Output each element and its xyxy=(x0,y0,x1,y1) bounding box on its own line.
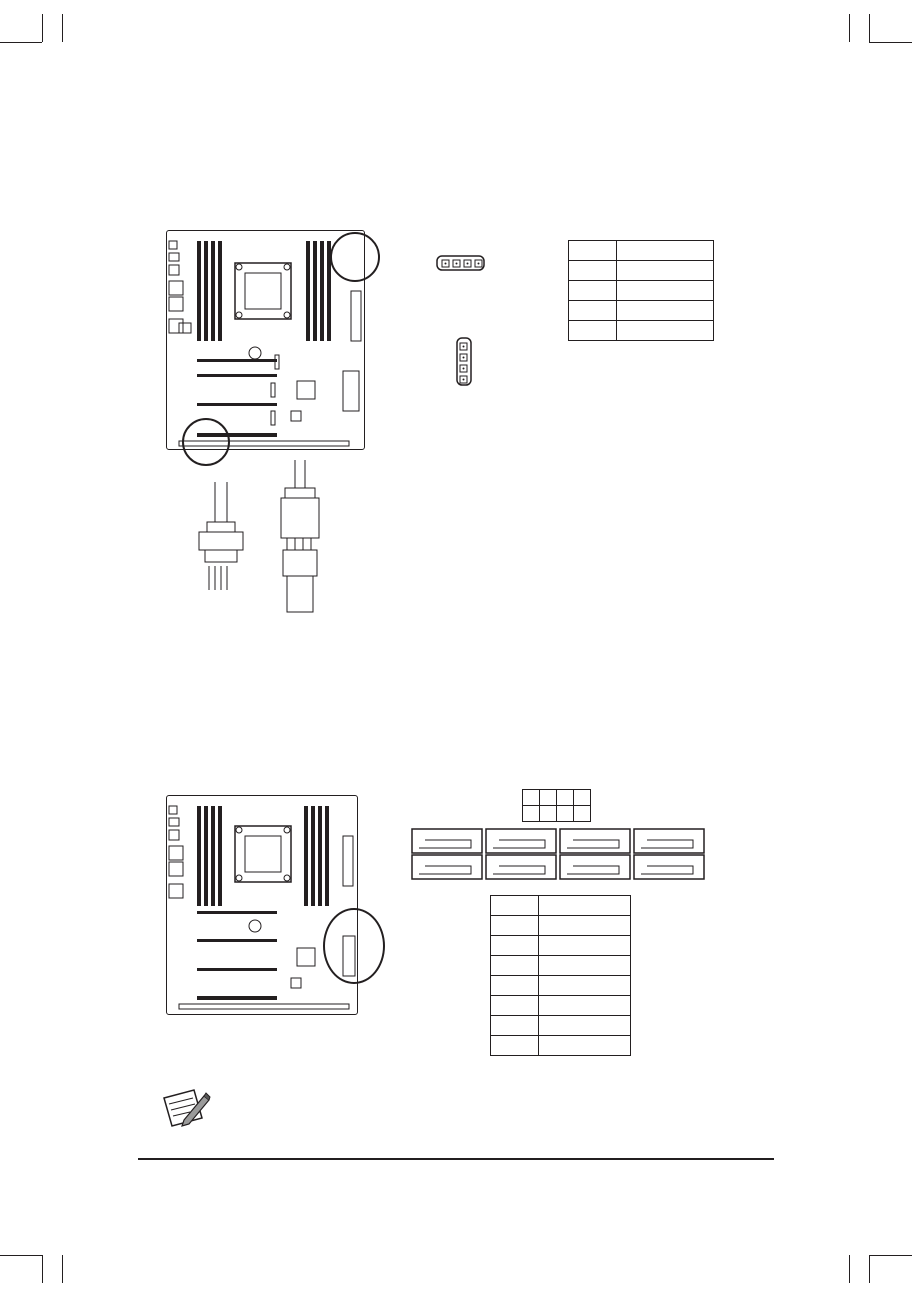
table-row xyxy=(569,321,714,341)
crop-mark xyxy=(62,14,63,42)
crop-mark xyxy=(42,1255,43,1283)
motherboard-diagram xyxy=(166,795,358,1015)
crop-mark xyxy=(869,14,870,42)
highlight-circle xyxy=(330,232,380,282)
table-row xyxy=(491,1016,631,1036)
table-row xyxy=(569,261,714,281)
table-row xyxy=(491,976,631,996)
table-row xyxy=(569,281,714,301)
note-pencil-icon xyxy=(160,1088,210,1128)
sata-pin-table xyxy=(490,895,631,1056)
crop-mark xyxy=(42,14,43,42)
table-row xyxy=(491,936,631,956)
crop-mark xyxy=(0,42,42,43)
sata-port-icon xyxy=(560,829,630,879)
usb-header-icon xyxy=(436,255,486,273)
sata-port-icon xyxy=(412,829,482,879)
highlight-circle xyxy=(182,418,230,466)
table-row xyxy=(569,301,714,321)
highlight-circle xyxy=(323,908,385,984)
table-row xyxy=(569,241,714,261)
crop-mark xyxy=(0,1255,42,1256)
table-row xyxy=(491,996,631,1016)
table-row xyxy=(491,916,631,936)
table-row xyxy=(523,790,591,806)
crop-mark xyxy=(869,1255,912,1256)
sata-ports-illustration xyxy=(411,828,707,880)
usb-cable-illustration xyxy=(195,460,325,618)
usb-header-icon xyxy=(456,337,474,387)
crop-mark xyxy=(869,1255,870,1283)
crop-mark xyxy=(849,1255,850,1283)
table-row xyxy=(491,896,631,916)
sata-port-icon xyxy=(634,829,704,879)
crop-mark xyxy=(62,1255,63,1283)
crop-mark xyxy=(869,42,912,43)
motherboard-layout xyxy=(167,796,357,1014)
footer-rule xyxy=(138,1158,774,1160)
table-row xyxy=(491,1036,631,1056)
sata-port-icon xyxy=(486,829,556,879)
usb-pin-table xyxy=(568,240,714,341)
sata-port-grid xyxy=(522,789,591,822)
table-row xyxy=(491,956,631,976)
crop-mark xyxy=(849,14,850,42)
table-row xyxy=(523,806,591,822)
